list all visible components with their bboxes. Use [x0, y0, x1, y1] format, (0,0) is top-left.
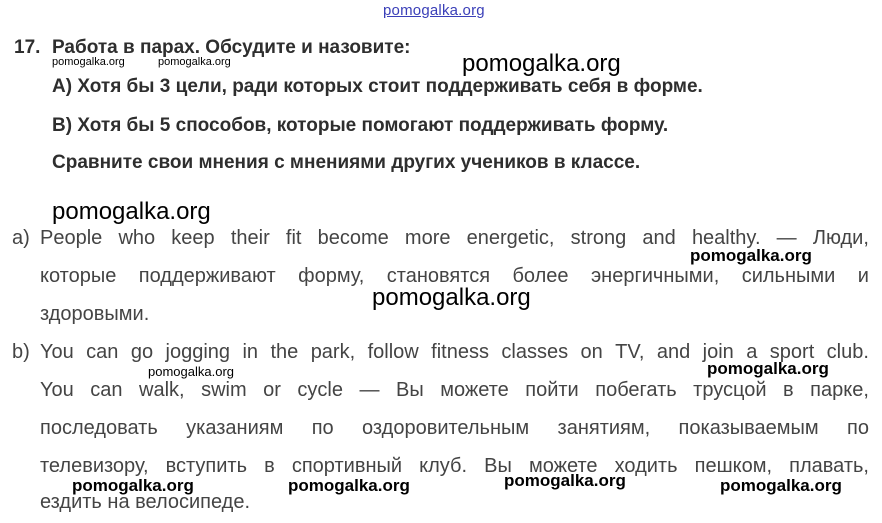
word: оздоровительным	[362, 417, 530, 439]
word: спортивный	[291, 455, 403, 477]
word: TV,	[615, 341, 645, 363]
word: fit	[285, 227, 302, 249]
task-number: 17.	[14, 37, 41, 58]
word: walk,	[139, 379, 185, 401]
word: their	[230, 227, 270, 249]
task-compare-instruction: Сравните свои мнения с мнениями других учеников в классе.	[52, 152, 641, 173]
answer-a-marker: a)	[12, 227, 30, 249]
word: go	[130, 341, 154, 363]
answer-a-line-1	[40, 227, 869, 250]
watermark-small: pomogalka.org	[158, 56, 231, 68]
word: Люди,	[812, 227, 869, 249]
word: swim	[201, 379, 247, 401]
word: become	[317, 227, 389, 249]
word: плавать,	[789, 455, 869, 477]
word: и	[857, 265, 869, 287]
watermark-medium: pomogalka.org	[504, 471, 626, 490]
word: more	[404, 227, 451, 249]
word: пойти	[525, 379, 579, 401]
word: ходить	[614, 455, 678, 477]
word: трусцой	[693, 379, 767, 401]
watermark-medium: pomogalka.org	[720, 476, 842, 495]
word: показываемым	[678, 417, 819, 439]
watermark-large: pomogalka.org	[462, 50, 621, 77]
word: healthy.	[691, 227, 761, 249]
word: по	[847, 417, 869, 439]
answer-b-line-5: ездить на велосипеде.	[40, 491, 251, 513]
word: can	[86, 341, 119, 363]
word: поддерживают	[138, 265, 276, 287]
word: and	[642, 227, 676, 249]
word: You	[40, 379, 74, 401]
watermark-medium: pomogalka.org	[288, 476, 410, 495]
word: join	[702, 341, 734, 363]
word: —	[359, 379, 380, 401]
watermark-small: pomogalka.org	[148, 364, 234, 379]
task-item-b: В) Хотя бы 5 способов, которые помогают поддерживать форму.	[52, 115, 669, 136]
word: and	[656, 341, 691, 363]
word: in	[242, 341, 259, 363]
word: более	[512, 265, 569, 287]
word: can	[90, 379, 123, 401]
word: park,	[310, 341, 356, 363]
watermark-medium: pomogalka.org	[707, 359, 829, 378]
answer-b-line-1	[40, 341, 869, 364]
word: —	[776, 227, 797, 249]
word: sport	[769, 341, 815, 363]
word: the	[270, 341, 299, 363]
answer-b-marker: b)	[12, 341, 30, 363]
answer-a-line-3: здоровыми.	[40, 303, 150, 325]
word: energetic,	[466, 227, 555, 249]
word: Вы	[396, 379, 424, 401]
word: a	[746, 341, 758, 363]
task-title: Работа в парах. Обсудите и назовите:	[52, 37, 411, 58]
word: keep	[171, 227, 215, 249]
word: вступить	[165, 455, 247, 477]
word: People	[40, 227, 103, 249]
word: по	[311, 417, 334, 439]
watermark-small: pomogalka.org	[52, 56, 125, 68]
watermark-medium: pomogalka.org	[690, 246, 812, 265]
watermark-top-link[interactable]: pomogalka.org	[383, 2, 485, 19]
word: указаниям	[186, 417, 284, 439]
word: or	[263, 379, 281, 401]
word: побегать	[595, 379, 677, 401]
word: последовать	[40, 417, 158, 439]
answer-a-line-2	[40, 265, 869, 288]
word: cycle	[297, 379, 343, 401]
word: сильными	[741, 265, 836, 287]
word: jogging	[165, 341, 231, 363]
word: fitness	[431, 341, 489, 363]
answer-b-line-4	[40, 455, 869, 478]
word: становятся	[386, 265, 491, 287]
word: club.	[826, 341, 869, 363]
task-item-a: А) Хотя бы 3 цели, ради которых стоит поддерживать себя в форме.	[52, 76, 703, 97]
word: Вы	[484, 455, 512, 477]
word: занятиям,	[557, 417, 651, 439]
word: можете	[528, 455, 598, 477]
word: strong	[570, 227, 627, 249]
answer-b-line-3	[40, 417, 869, 440]
watermark-large: pomogalka.org	[52, 198, 211, 225]
word: on	[580, 341, 603, 363]
word: classes	[501, 341, 569, 363]
word: в	[783, 379, 794, 401]
word: которые	[40, 265, 117, 287]
word: You	[40, 341, 74, 363]
word: follow	[367, 341, 419, 363]
word: можете	[440, 379, 509, 401]
word: энергичными,	[590, 265, 720, 287]
word: в	[264, 455, 275, 477]
word: клуб.	[419, 455, 468, 477]
word: пешком,	[694, 455, 773, 477]
answer-b-line-2	[40, 379, 869, 402]
watermark-medium: pomogalka.org	[72, 476, 194, 495]
word: телевизору,	[40, 455, 149, 477]
word: парке,	[810, 379, 869, 401]
word: who	[118, 227, 156, 249]
watermark-large: pomogalka.org	[372, 284, 531, 311]
word: форму,	[298, 265, 365, 287]
